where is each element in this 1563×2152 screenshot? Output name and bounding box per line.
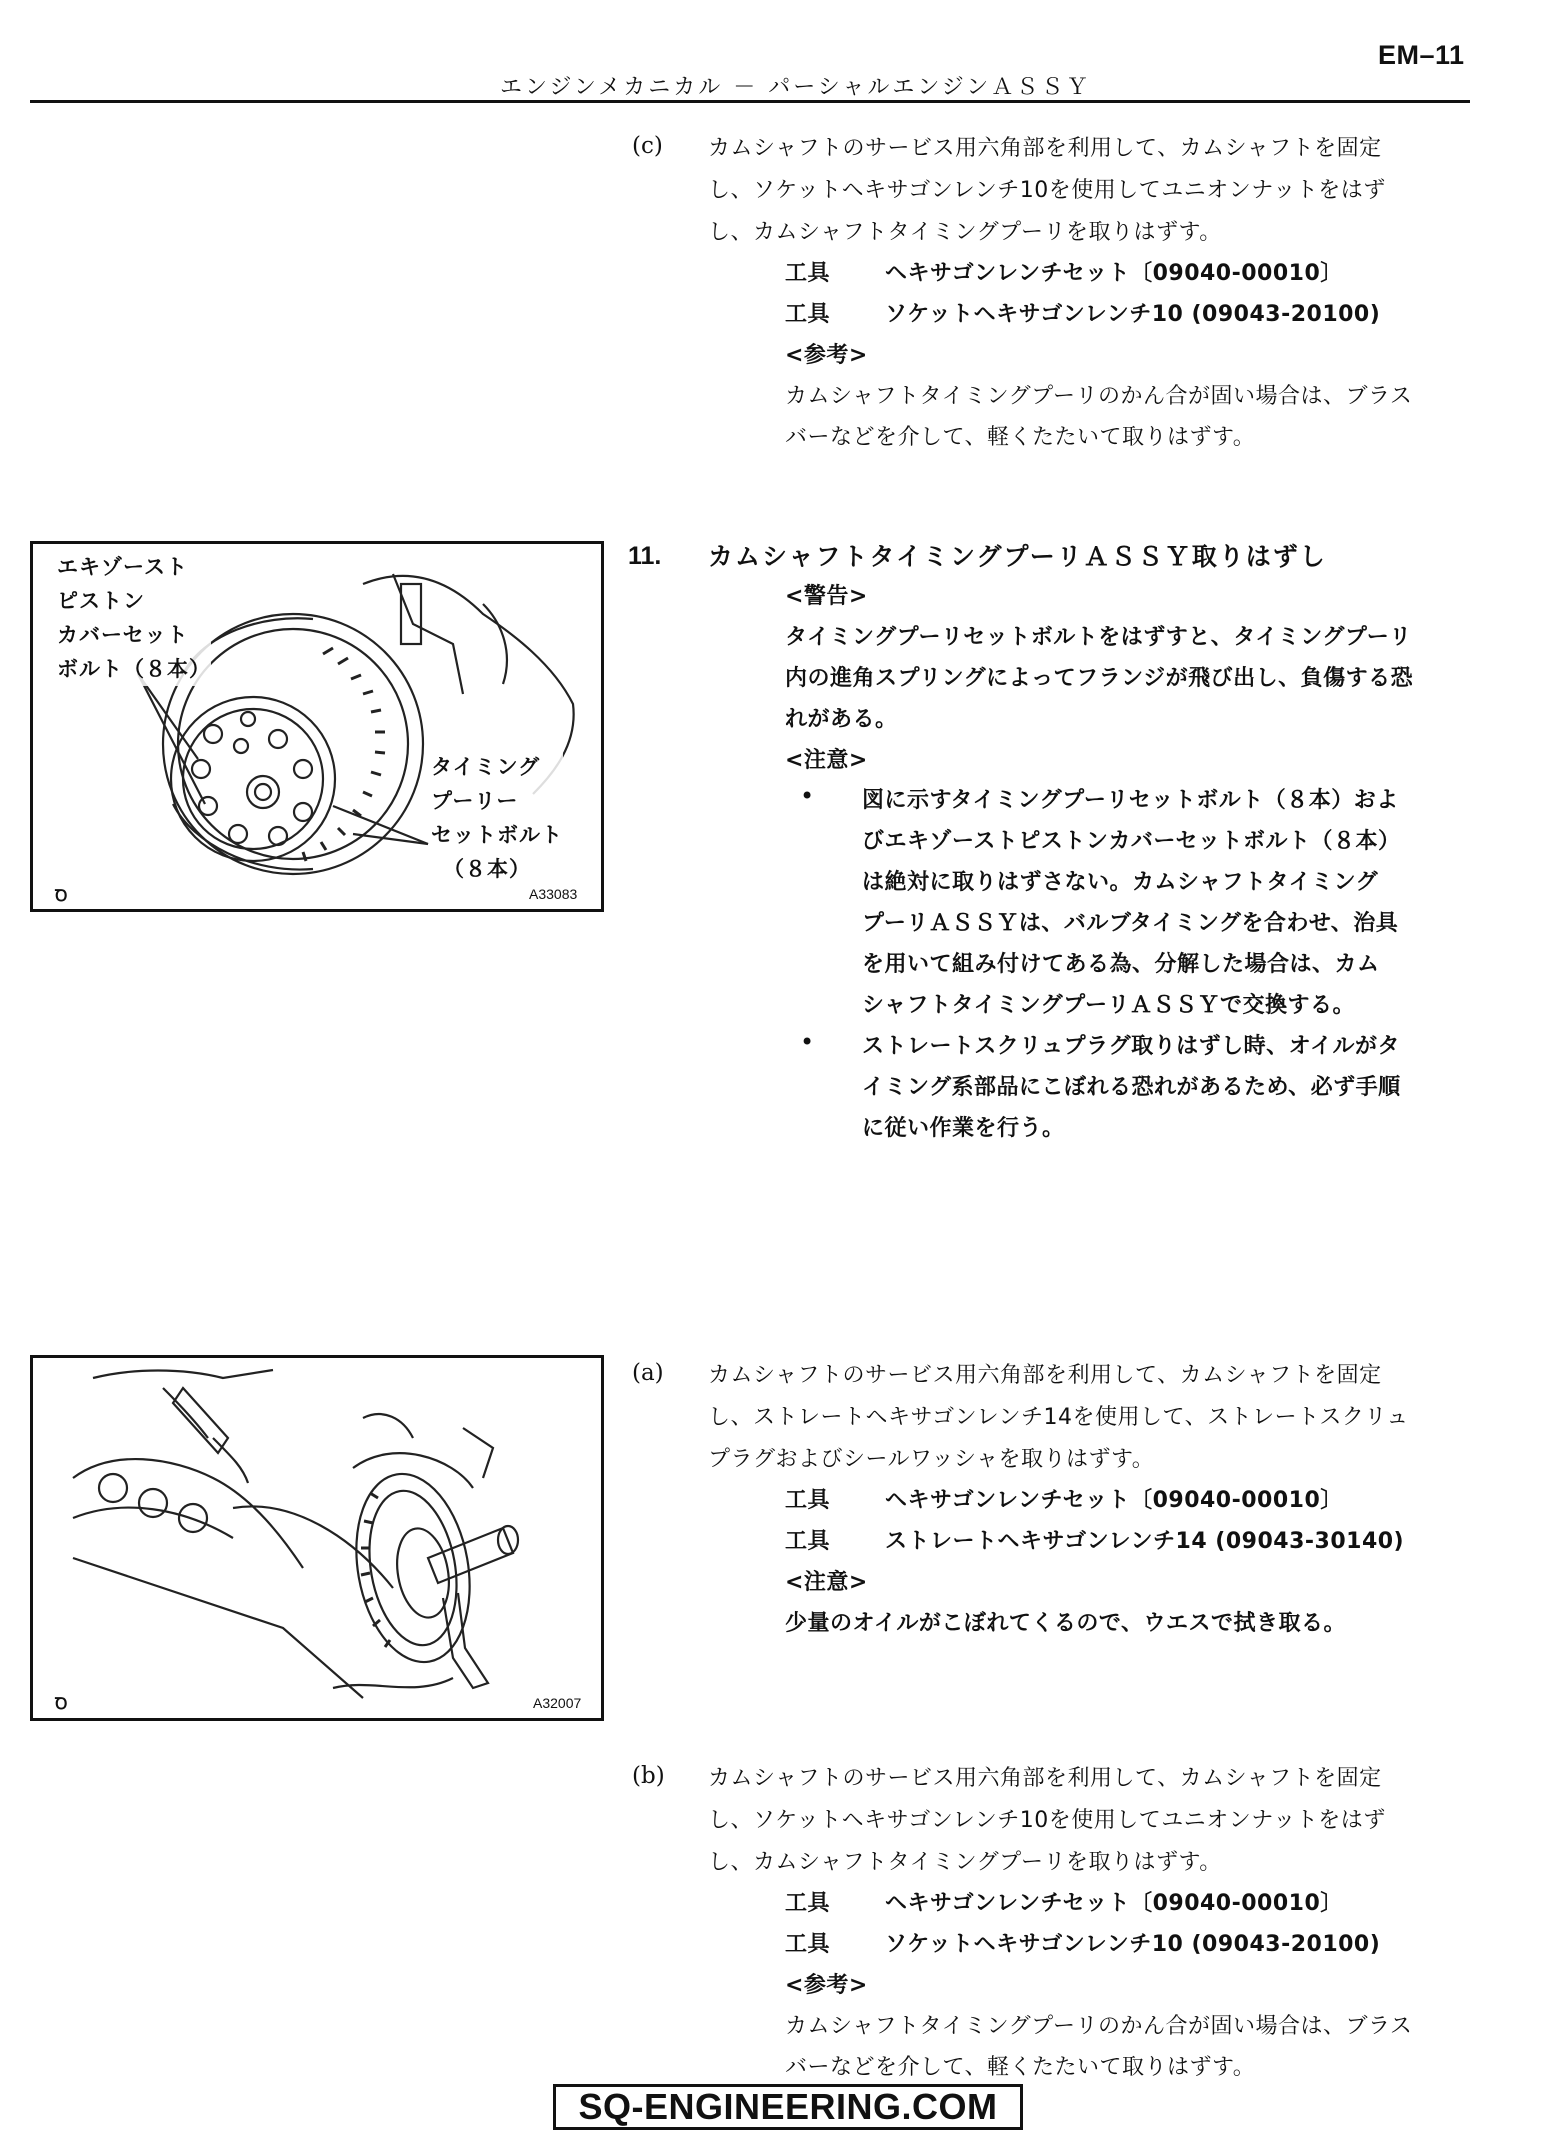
tool-label: 工具	[785, 1529, 831, 1554]
step-marker: (a)	[632, 1360, 664, 1386]
header-divider	[30, 100, 1470, 103]
caution-text-line: に従い作業を行う。	[862, 1116, 1065, 1141]
figure-label-line: エキゾースト	[57, 555, 188, 579]
figure-straight-plug-removal	[30, 1355, 604, 1721]
caution-text-line: シャフトタイミングプーリＡＳＳＹで交換する。	[862, 993, 1356, 1018]
tool-row	[785, 1480, 1343, 1521]
step-text-line: し、ソケットヘキサゴンレンチ10を使用してユニオンナットをはず	[708, 178, 1386, 203]
caution-text-line: イミング系部品にこぼれる恐れがあるため、必ず手順	[862, 1075, 1401, 1100]
tool-row	[785, 294, 1380, 335]
note-text-line: カムシャフトタイミングプーリのかん合が固い場合は、ブラス	[785, 384, 1413, 409]
step-text-line: カムシャフトのサービス用六角部を利用して、カムシャフトを固定	[708, 136, 1382, 161]
figure-label-line: タイミング	[431, 755, 541, 779]
tool-value: ヘキサゴンレンチセット〔09040-00010〕	[885, 1488, 1343, 1513]
warning-text-line: 内の進角スプリングによってフランジが飛び出し、負傷する恐	[785, 666, 1414, 691]
note-text-line: バーなどを介して、軽くたたいて取りはずす。	[785, 425, 1256, 450]
caution-text-line: を用いて組み付けてある為、分解した場合は、カム	[862, 952, 1380, 977]
step-text-line: カムシャフトのサービス用六角部を利用して、カムシャフトを固定	[708, 1363, 1382, 1388]
bullet-dot: •	[800, 782, 815, 810]
figure-label-line: （８本）	[443, 857, 531, 881]
step-heading: カムシャフトタイミングプーリＡＳＳＹ取りはずし	[708, 542, 1327, 571]
tool-label: 工具	[785, 1488, 831, 1513]
figure-label-line: セットボルト	[431, 823, 563, 847]
tool-value: ヘキサゴンレンチセット〔09040-00010〕	[885, 1891, 1343, 1916]
step-text-line: し、カムシャフトタイミングプーリを取りはずす。	[708, 220, 1222, 245]
bullet-dot: •	[800, 1028, 815, 1056]
caution-label: <注意>	[785, 748, 868, 773]
tool-row	[785, 253, 1343, 294]
note-text-line: カムシャフトタイミングプーリのかん合が固い場合は、ブラス	[785, 2014, 1413, 2039]
step-text-line: プラグおよびシールワッシャを取りはずす。	[708, 1447, 1155, 1472]
tool-value: ヘキサゴンレンチセット〔09040-00010〕	[885, 261, 1343, 286]
step-text-line: カムシャフトのサービス用六角部を利用して、カムシャフトを固定	[708, 1766, 1382, 1791]
caution-text-line: びエキゾーストピストンカバーセットボルト（８本）	[862, 829, 1401, 854]
tool-row	[785, 1883, 1343, 1924]
tool-value: ソケットヘキサゴンレンチ10 (09043-20100)	[885, 302, 1381, 327]
note-label: <参考>	[785, 1973, 868, 1998]
plug-removal-illustration	[33, 1358, 601, 1718]
figure-label-line: ピストン	[57, 589, 145, 613]
figure-id: A32007	[533, 1695, 582, 1711]
tool-label: 工具	[785, 261, 831, 286]
caution-text-line: 図に示すタイミングプーリセットボルト（８本）およ	[862, 788, 1399, 813]
step-marker: (b)	[632, 1763, 665, 1789]
caution-text-line: は絶対に取りはずさない。カムシャフトタイミング	[862, 870, 1379, 895]
tool-label: 工具	[785, 1891, 831, 1916]
publisher-logo: Ꝺ	[55, 888, 68, 905]
step-number: 11.	[628, 542, 662, 570]
step-text-line: し、ストレートヘキサゴンレンチ14を使用して、ストレートスクリュ	[708, 1405, 1409, 1430]
page-number: EM–11	[1378, 40, 1465, 70]
figure-timing-pulley	[30, 541, 604, 912]
note-label: <参考>	[785, 343, 868, 368]
tool-row	[785, 1521, 1404, 1562]
step-text-line: し、カムシャフトタイミングプーリを取りはずす。	[708, 1850, 1222, 1875]
figure-id: A33083	[529, 886, 578, 902]
step-marker: (c)	[632, 133, 663, 159]
caution-text-line: プーリＡＳＳＹは、バルブタイミングを合わせ、治具	[862, 911, 1399, 936]
figure-label-exhaust	[57, 550, 211, 686]
publisher-logo: Ꝺ	[55, 1696, 68, 1713]
tool-label: 工具	[785, 302, 831, 327]
caution-text-line: ストレートスクリュプラグ取りはずし時、オイルがタ	[862, 1034, 1401, 1059]
figure-label-line: プーリー	[431, 789, 519, 813]
site-watermark: SQ-ENGINEERING.COM	[553, 2084, 1023, 2130]
tool-value: ストレートヘキサゴンレンチ14 (09043-30140)	[885, 1529, 1405, 1554]
caution-text-line: 少量のオイルがこぼれてくるので、ウエスで拭き取る。	[785, 1611, 1346, 1636]
section-title: エンジンメカニカル － パーシャルエンジンＡＳＳＹ	[500, 75, 1092, 100]
caution-label: <注意>	[785, 1570, 868, 1595]
tool-row	[785, 1924, 1380, 1965]
note-text-line: バーなどを介して、軽くたたいて取りはずす。	[785, 2055, 1256, 2080]
tool-value: ソケットヘキサゴンレンチ10 (09043-20100)	[885, 1932, 1381, 1957]
tool-label: 工具	[785, 1932, 831, 1957]
step-text-line: し、ソケットヘキサゴンレンチ10を使用してユニオンナットをはず	[708, 1808, 1386, 1833]
figure-label-pulley-bolt	[431, 750, 563, 886]
warning-label: <警告>	[785, 584, 868, 609]
figure-label-line: カバーセット	[57, 623, 189, 647]
warning-text-line: れがある。	[785, 707, 898, 732]
warning-text-line: タイミングプーリセットボルトをはずすと、タイミングプーリ	[785, 625, 1412, 650]
figure-label-line: ボルト（８本）	[57, 657, 211, 681]
